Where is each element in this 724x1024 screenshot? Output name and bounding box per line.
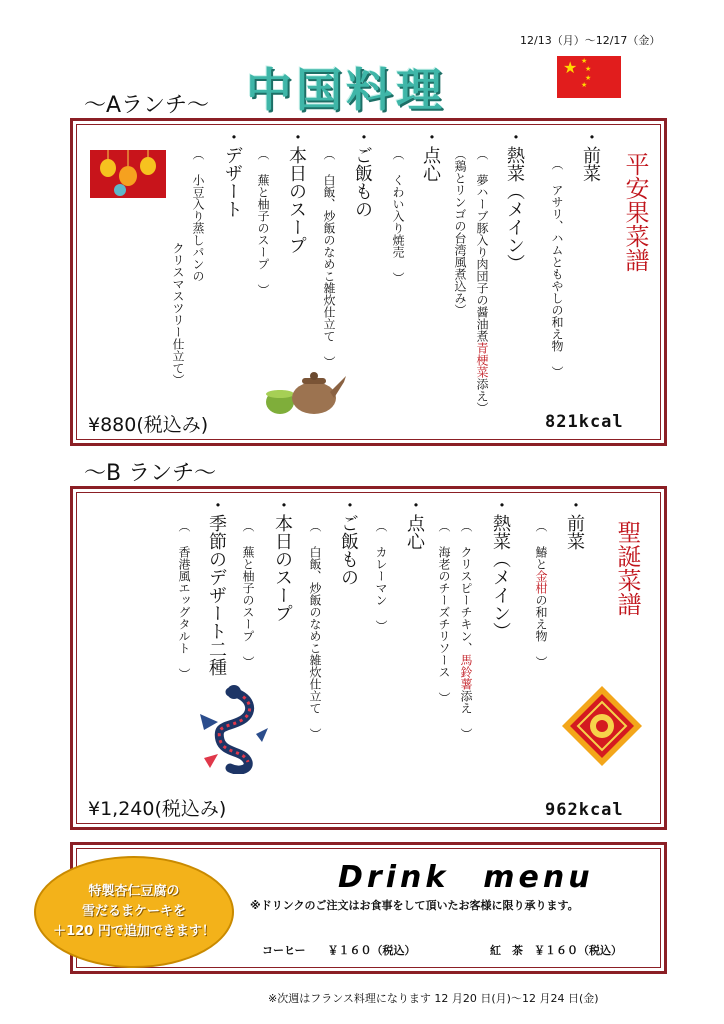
dragon-icon [190,684,270,774]
page-title: 中国料理 [246,63,446,117]
lunch-a-item-desc: （ アサリ、ハムともやしの和え物 ） [550,158,564,378]
lunch-b-item-desc: （ 蕪と柚子のスープ ） [241,520,255,668]
lunch-b-item-desc: （ カレーマン ） [374,520,388,632]
promo-line: 特製杏仁豆腐の [88,884,180,899]
lunch-b-label: ～B ランチ～ [84,461,217,486]
lunch-a-item-name: ・ご飯もの [352,128,373,218]
promo-line: ＋120 円で追加できます！ [53,924,215,939]
lunch-b-item-name: ・ご飯もの [338,496,359,586]
lunch-a-item-desc: （ 蕪と柚子のスープ ） [256,148,270,296]
lunch-b-item-desc: （ 海老のチーズチリソース ） [437,520,451,704]
lunch-a-item-desc: （ 夢ハーブ豚入り肉団子の醤油煮青梗菜添え） [475,148,489,414]
lunch-a-kcal: 821kcal [545,412,624,432]
promo-line: 雪だるまケーキを [81,904,186,919]
lunch-b-course-name: 聖誕菜譜 [613,520,641,616]
lunch-b-price: ¥1,240(税込み) [88,798,227,820]
date-range: 12/13（月）～12/17（金） [520,34,661,47]
lunch-a-item-desc: （鶏とリンゴの台湾風煮込み） [453,148,467,316]
lunch-a-item-name: ・熱菜（メイン） [504,128,525,272]
lunch-a-item-desc: （ 小豆入り蒸しパンの [191,148,205,282]
lunch-b-item-name: ・本日のスープ [272,496,293,622]
lunch-a-item-desc: （ くわい入り焼売 ） [391,148,405,284]
teapot-icon [262,360,348,418]
lunch-a-item-name: ・点心 [420,128,441,182]
lunch-b-item-desc: （ 白飯、炒飯のなめこ雑炊仕立て ） [308,520,322,740]
lunch-a-item-desc: （ 白飯、炒飯のなめこ雑炊仕立て ） [322,148,336,368]
china-flag-icon: ★ ★ ★ ★ ★ [557,56,621,98]
ornament-icon [560,684,644,768]
lunch-a-course-name: 平安果菜譜 [621,152,649,272]
lunch-b-item-name: ・熱菜（メイン） [490,496,511,640]
lunch-b-item-name: ・点心 [404,496,425,550]
drink-note: ※ドリンクのご注文はお食事をして頂いたお客様に限り承ります。 [250,899,579,912]
lunch-a-item-name: ・前菜 [580,128,601,182]
lunch-b-item-desc: （ クリスピーチキン、馬鈴薯添え ） [459,520,473,740]
lunch-b-item-desc: （ 鰆と金柑の和え物 ） [534,520,548,668]
lunch-b-item-name: ・季節のデザート二種 [206,496,227,676]
lunch-a-price: ¥880(税込み) [88,414,209,436]
lunch-a-label: ～Aランチ～ [84,93,210,118]
promo-badge [34,856,234,968]
lantern-icon [90,150,166,198]
lunch-b-kcal: 962kcal [545,800,624,820]
drink-tea: 紅 茶 ￥１６０（税込） [490,944,622,957]
lunch-a-item-name: ・本日のスープ [286,128,307,254]
lunch-b-item-name: ・前菜 [564,496,585,550]
lunch-a-item-desc: クリスマスツリー仕立て） [171,242,185,386]
drink-menu-title: Drink menu [338,860,594,895]
lunch-a-item-name: ・デザート [222,128,243,218]
footer-note: ※次週はフランス料理になります 12 月20 日(月)～12 月24 日(金) [268,992,599,1005]
lunch-b-item-desc: （ 香港風エッグタルト ） [177,520,191,680]
drink-coffee: コーヒー ￥１６０（税込） [262,944,416,957]
